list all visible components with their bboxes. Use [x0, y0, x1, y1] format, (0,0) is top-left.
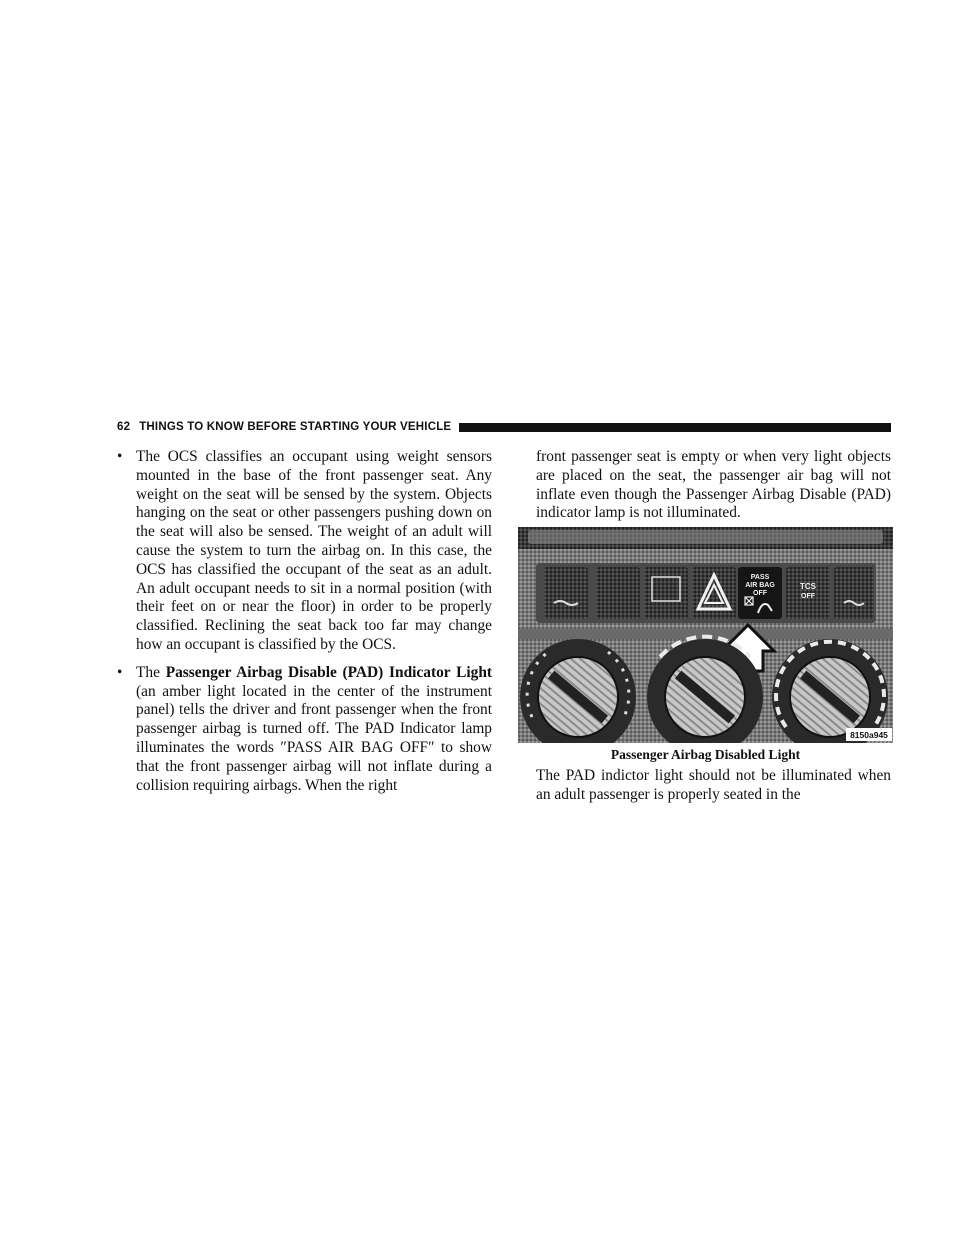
left-column: [117, 448, 492, 804]
page-number: 62: [117, 421, 131, 433]
image-code: 8150a945: [850, 730, 888, 740]
tcs-label-line-2: OFF: [801, 593, 815, 600]
seat-heat-button: [544, 567, 588, 619]
bullet-item: [117, 664, 492, 796]
bullet-text-pad: [136, 664, 492, 796]
pad-term: Passenger Airbag Disable (PAD) Indicator Light: [165, 663, 492, 681]
bullet-text-ocs: The OCS classifies an occupant using weight sensors mounted in the base of the front passenger seat. Any weight on the seat will be sensed by the system. Objects hanging on the seat or other passengers pushing down on the seat will also be sensed. The weight of an adult will cause the system to turn the airbag on. In this case, the OCS has classified the occupant of the seat as an adult. An adult occupant needs to sit in a normal position (with their feet on or near the floor) in order to be properly classified. Reclining the seat back too far may change how an occupant is classified by the OCS.: [136, 448, 492, 653]
right-paragraph-top: front passenger seat is empty or when very light objects are placed on the seat, the passenger air bag will not inflate even though the Passenger Airbag Disable (PAD) indicator lamp is not illuminated.: [536, 448, 891, 522]
seat-heat-button-right: [834, 567, 874, 619]
bullet-prefix: The: [136, 663, 166, 681]
rear-defrost-button: [644, 567, 688, 619]
dashboard-illustration: [518, 527, 893, 743]
dashboard-figure: [518, 527, 893, 743]
bullet-dot: •: [117, 448, 123, 465]
bullet-item: [117, 448, 492, 655]
lamp-line-2: AIR BAG: [745, 582, 775, 589]
bullet-dot: •: [117, 663, 123, 681]
lamp-line-3: OFF: [753, 590, 767, 597]
lamp-line-1: PASS: [750, 574, 770, 581]
tcs-label-line-1: TCS: [800, 582, 816, 591]
header-title: THINGS TO KNOW BEFORE STARTING YOUR VEHICLE: [139, 421, 452, 433]
header-rule: [459, 423, 891, 432]
right-paragraph-bottom: The PAD indictor light should not be illuminated when an adult passenger is properly seated in the: [536, 767, 891, 803]
blank-button: [596, 567, 640, 619]
page-header: [117, 419, 891, 435]
figure-caption: Passenger Airbag Disabled Light: [610, 747, 801, 762]
bullet-rest: (an amber light located in the center of the instrument panel) tells the driver and front passenger when the front passenger airbag is turned off. The PAD Indicator lamp illuminates the words ″PASS AIR BAG OFF″ to show that the front passenger airbag will not inflate during a collision requiring airbags. When the right: [136, 682, 492, 794]
